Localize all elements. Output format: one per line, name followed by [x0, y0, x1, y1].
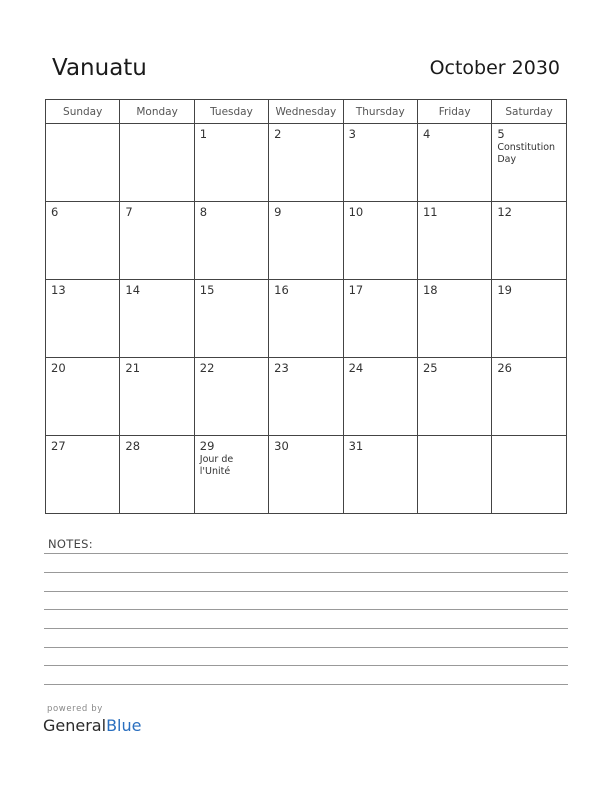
day-number: 10: [348, 205, 364, 219]
day-number: 6: [51, 205, 59, 219]
calendar-day-cell: [492, 202, 566, 280]
notes-line: [44, 628, 568, 629]
notes-line: [44, 609, 568, 610]
calendar-day-cell: [194, 436, 268, 514]
day-number: 31: [348, 439, 364, 453]
holiday-label: Constitution Day: [497, 142, 556, 165]
notes-line: [44, 665, 568, 666]
day-number: 13: [51, 283, 66, 297]
notes-label: NOTES:: [48, 537, 93, 551]
calendar-day-cell: [269, 436, 343, 514]
day-number: 19: [497, 283, 512, 297]
weekday-header: Sunday: [46, 100, 120, 124]
calendar-day-cell: [194, 124, 268, 202]
calendar-day-cell: [343, 124, 417, 202]
calendar-day-cell: [492, 358, 566, 436]
country-title: Vanuatu: [52, 55, 147, 81]
notes-line: [44, 572, 568, 573]
calendar-day-cell: [120, 436, 194, 514]
day-number: 30: [274, 439, 289, 453]
calendar-week-row: [46, 202, 567, 280]
calendar-day-cell: [343, 202, 417, 280]
calendar-day-cell: [492, 436, 566, 514]
calendar-day-cell: [194, 358, 268, 436]
day-number: 28: [125, 439, 141, 453]
notes-line: [44, 684, 568, 685]
notes-line: [44, 591, 568, 592]
calendar-day-cell: [46, 124, 120, 202]
weekday-header: Friday: [417, 100, 491, 124]
day-number: 29: [199, 439, 215, 453]
calendar-day-cell: [269, 202, 343, 280]
calendar-day-cell: [120, 202, 194, 280]
calendar-day-cell: [269, 280, 343, 358]
day-number: 8: [199, 205, 208, 219]
day-number: 16: [274, 283, 289, 297]
generalblue-logo: [43, 716, 141, 735]
powered-by-text: powered by: [47, 704, 103, 714]
calendar-grid: [45, 99, 567, 514]
calendar-week-row: [46, 358, 567, 436]
day-number: 15: [199, 283, 215, 297]
calendar-day-cell: [343, 358, 417, 436]
calendar-day-cell: [343, 436, 417, 514]
day-number: 26: [497, 361, 512, 375]
calendar-day-cell: [120, 358, 194, 436]
day-number: 2: [274, 127, 282, 141]
calendar-day-cell: [417, 124, 491, 202]
day-number: 17: [348, 283, 364, 297]
calendar-day-cell: [417, 202, 491, 280]
day-number: 1: [199, 127, 208, 141]
logo-blue-text: Blue: [106, 716, 142, 735]
day-number: 3: [348, 127, 356, 141]
weekday-header-row: [46, 100, 567, 124]
day-number: 22: [199, 361, 215, 375]
day-number: 12: [497, 205, 512, 219]
holiday-label: Jour de l'Unité: [199, 454, 234, 477]
day-number: 18: [422, 283, 438, 297]
calendar-day-cell: [417, 358, 491, 436]
calendar-day-cell: [269, 124, 343, 202]
calendar-day-cell: [194, 202, 268, 280]
month-year-title: October 2030: [429, 57, 560, 79]
day-number: 23: [274, 361, 289, 375]
day-number: 27: [51, 439, 66, 453]
calendar-day-cell: [46, 280, 120, 358]
day-number: 5: [497, 127, 505, 141]
weekday-header: Saturday: [492, 100, 566, 124]
day-number: 9: [274, 205, 282, 219]
day-number: 24: [348, 361, 364, 375]
calendar-day-cell: [120, 124, 194, 202]
calendar-day-cell: [46, 202, 120, 280]
notes-line: [44, 553, 568, 554]
day-number: 7: [125, 205, 133, 219]
calendar-day-cell: [194, 280, 268, 358]
calendar-day-cell: [492, 280, 566, 358]
weekday-header: Thursday: [343, 100, 417, 124]
calendar-day-cell: [343, 280, 417, 358]
day-number: 21: [125, 361, 141, 375]
calendar-week-row: [46, 436, 567, 514]
day-number: 25: [422, 361, 438, 375]
calendar-day-cell: [417, 436, 491, 514]
day-number: 4: [422, 127, 431, 141]
calendar-week-row: [46, 124, 567, 202]
calendar-day-cell: [46, 358, 120, 436]
day-number: 20: [51, 361, 66, 375]
calendar-day-cell: [120, 280, 194, 358]
notes-line: [44, 647, 568, 648]
calendar-day-cell: [269, 358, 343, 436]
calendar-day-cell: [46, 436, 120, 514]
weekday-header: Monday: [120, 100, 194, 124]
day-number: 11: [422, 205, 438, 219]
logo-general-text: General: [43, 716, 107, 735]
weekday-header: Tuesday: [194, 100, 268, 124]
weekday-header: Wednesday: [269, 100, 343, 124]
day-number: 14: [125, 283, 141, 297]
calendar-day-cell: [492, 124, 566, 202]
calendar-day-cell: [417, 280, 491, 358]
calendar-week-row: [46, 280, 567, 358]
